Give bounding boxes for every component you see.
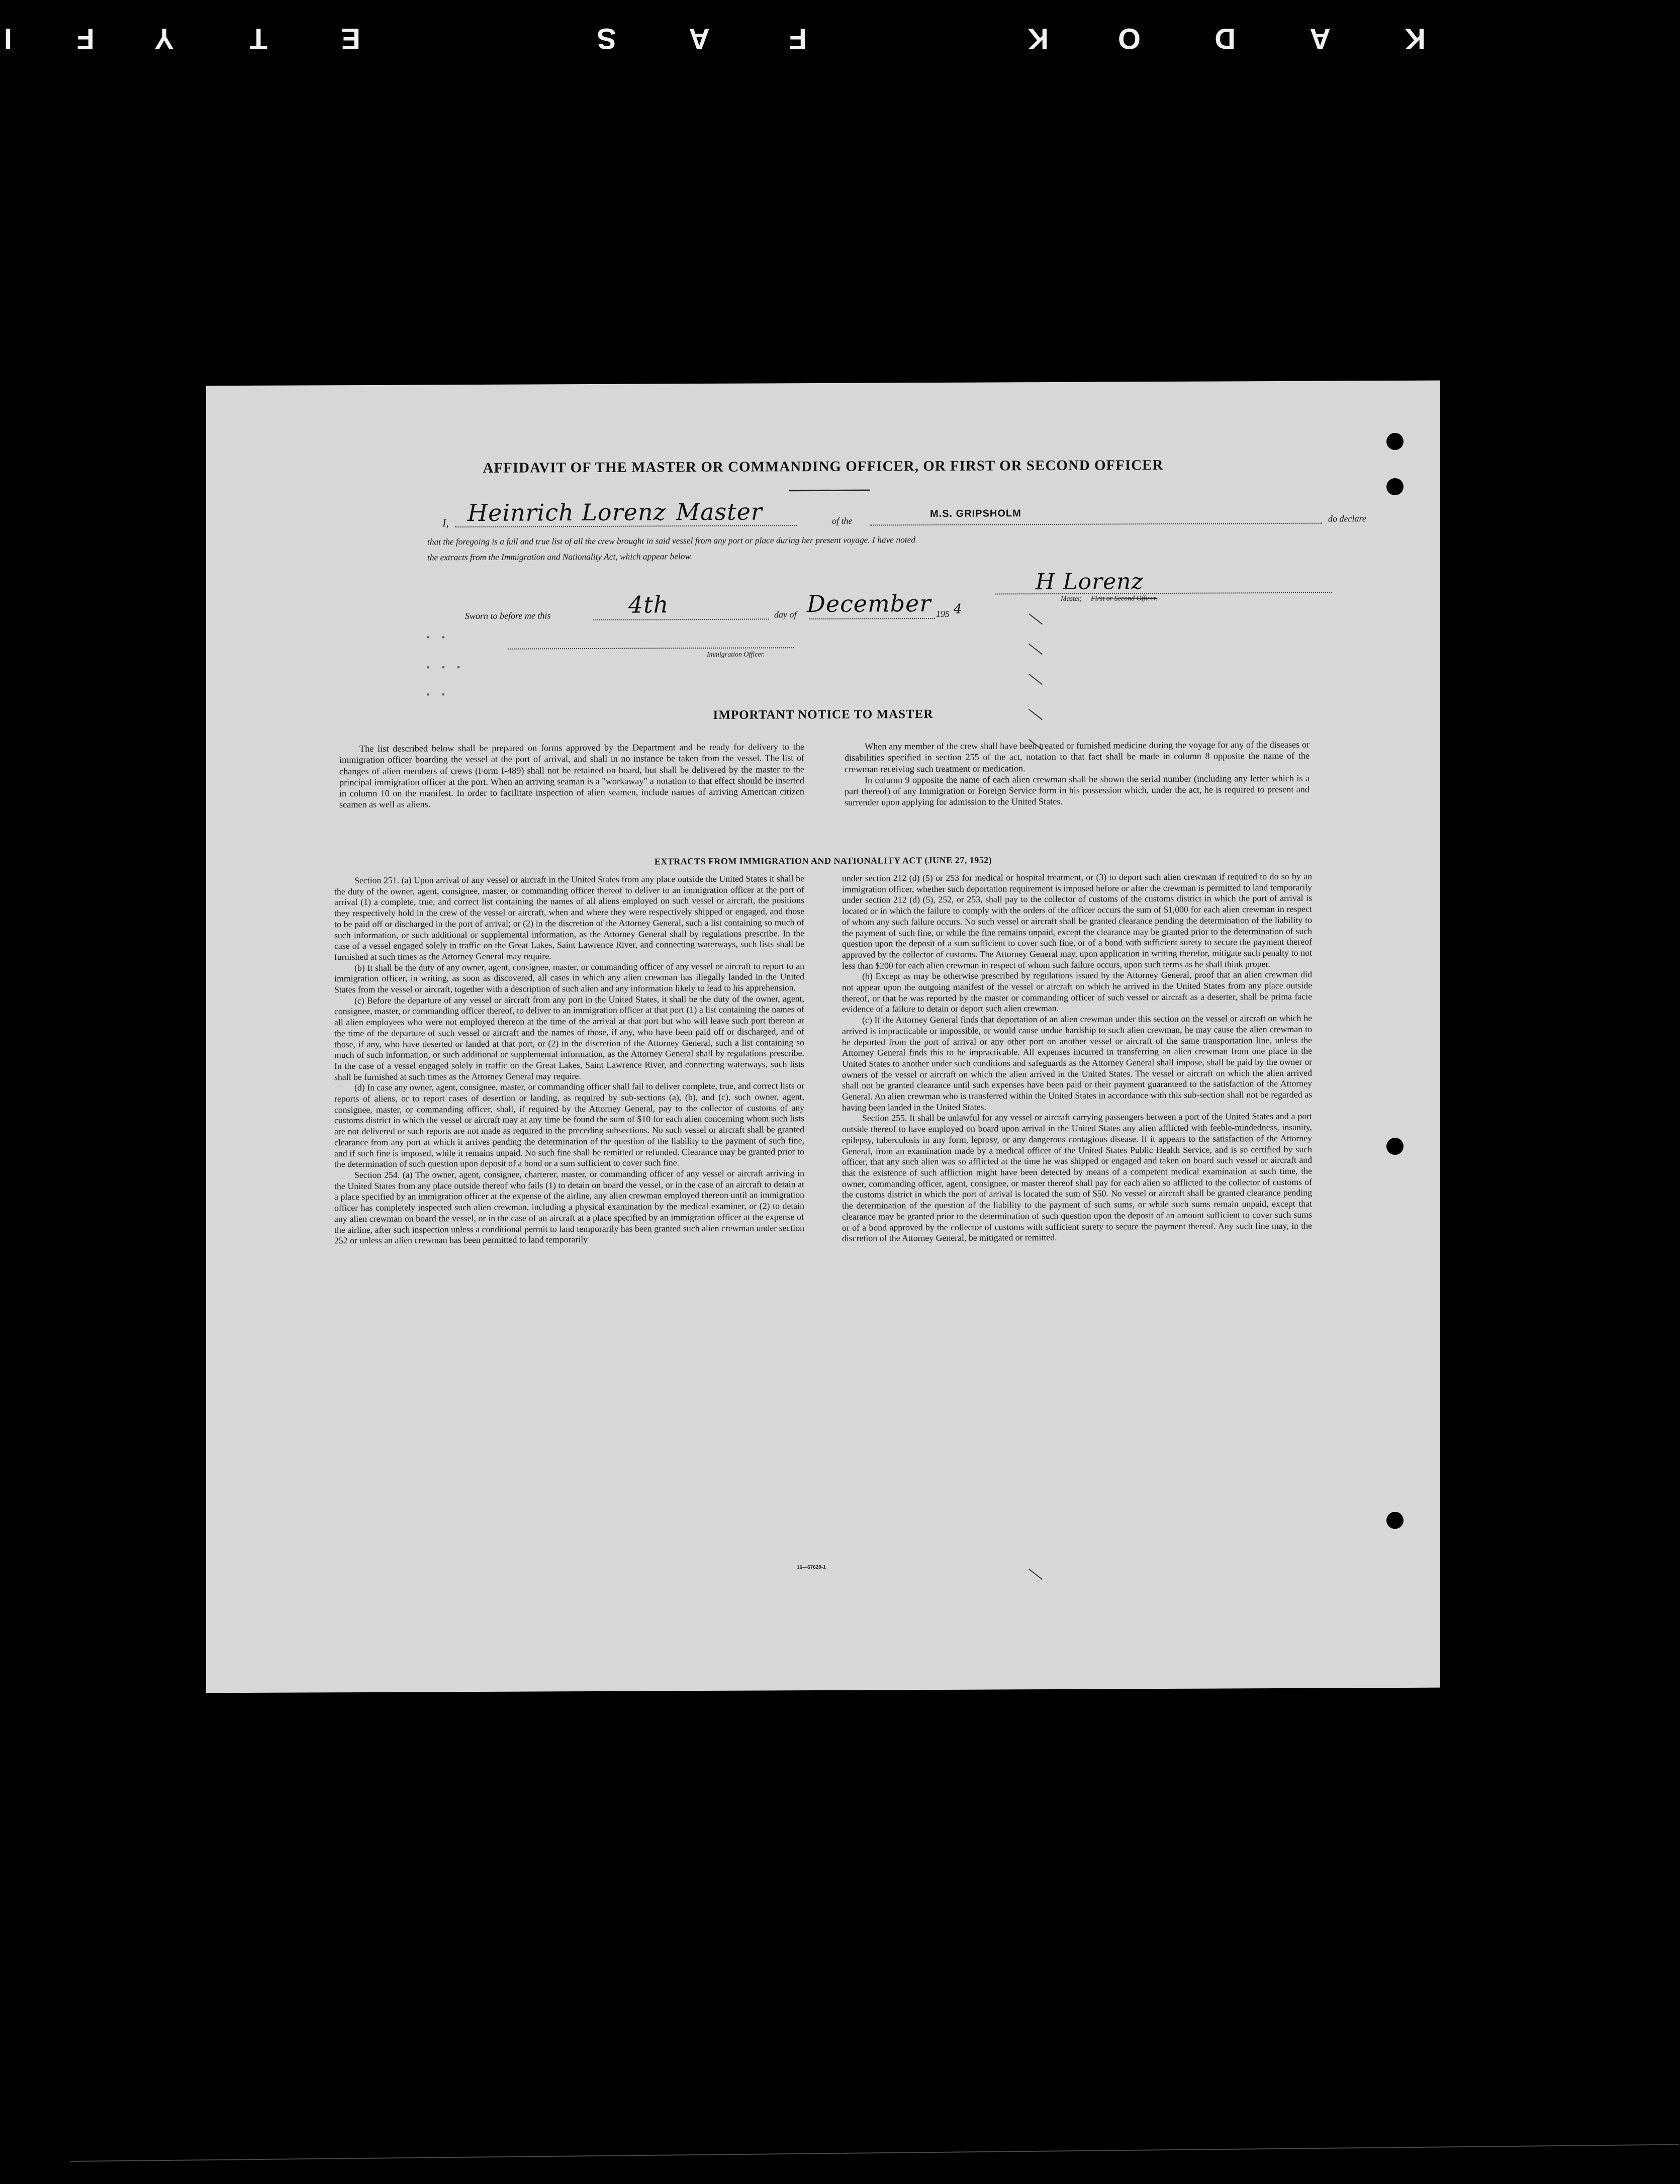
extract-paragraph: (d) In case any owner, agent, consignee, master, or commanding officer shall fail to deliver complete, true, and correct lists or reports of aliens, or to report cases of desertion or landing, as required by sub-sections (a), (b), and (c), such owner, agent, consignee, master, or commanding officer, shall, if required by the Attorney General, pay to the collector of customs of any customs district in which the vessel or aircraft may at any time be found the sum of $10 for each alien concerning whom such lists are not delivered or such reports are not made as required in the preceding subsections. No such vessel or aircraft shall be granted clearance from any port at which it arrives pending the determination of the question of the liability to the payment of such fine, and if such fine is imposed, while it remains unpaid. No such fine shall be remitted or refunded. Clearance may be granted prior to the determination of such question upon deposit of a bond or a sum sufficient to cover such fine. bbox=[334, 1080, 804, 1169]
do-declare-label: do declare bbox=[1328, 513, 1366, 524]
affidavit-title: AFFIDAVIT OF THE MASTER OR COMMANDING OFFICER, OR FIRST OR SECOND OFFICER bbox=[483, 457, 1164, 476]
year-suffix-handwritten: 4 bbox=[954, 601, 963, 617]
immigration-officer-line bbox=[508, 647, 794, 649]
extract-paragraph: Section 251. (a) Upon arrival of any vessel or aircraft in the United States from any place outside the United States it shall be the duty of the owner, agent, consignee, master, or commanding officer thereof to deliver to an immigration officer at the port of arrival (1) a complete, true, and correct list containing the names of all aliens employed on such vessel or aircraft, the positions they respectively hold in the crew of the vessel or aircraft, when and where they were respectively shipped or engaged, and those to be paid off or discharged in the port of arrival; or (2) in the discretion of the Attorney General, such a list containing so much of such information, or such additional or supplemental information, as the Attorney General shall by regulations prescribe. In the case of a vessel engaged solely in traffic on the Great Lakes, Saint Lawrence River, and connecting waterways, such lists shall be furnished at such times as the Attorney General may require. bbox=[334, 873, 804, 962]
notice-title: IMPORTANT NOTICE TO MASTER bbox=[713, 707, 934, 722]
extract-paragraph: (b) Except as may be otherwise prescribed by regulations issued by the Attorney General, proof that an alien crewman did not appear upon the outgoing manifest of the vessel or aircraft on which he arrived in the United States from any place outside thereof, or that he was reported by the master or commanding officer of such vessel or aircraft as a deserter, shall be prima facie evidence of a failure to detain or deport such alien crewman. bbox=[842, 969, 1312, 1015]
tick-mark bbox=[1029, 644, 1043, 655]
tick-mark bbox=[1029, 1569, 1043, 1580]
film-letter: K bbox=[1405, 22, 1426, 55]
tick-mark bbox=[1029, 613, 1043, 624]
film-letter: T bbox=[249, 22, 267, 55]
extract-paragraph: Section 255. It shall be unlawful for any vessel or aircraft carrying passengers between a port of the United States and a port outside thereof to have employed on board upon arrival in the United States any alien afflicted with feeble-mindedness, insanity, epilepsy, tuberculosis in any form, leprosy, or any dangerous contagious disease. If it appears to the satisfaction of the Attorney General, from an examination made by a medical officer of the United States Public Health Service, and is so certified by such officer, that any such alien was so afflicted at the time he was shipped or engaged and taken on board such vessel or aircraft and that the existence of such affliction might have been detected by means of a competent medical examination at such time, the owner, commanding officer, agent, consignee, or master thereof shall pay for each alien so afflicted to the collector of customs of the customs district in which the port of arrival is located the sum of $50. No vessel or aircraft shall be granted clearance pending the determination of the question of the liability to the payment of such sums, or while such sums remain unpaid, except that clearance may be granted prior to the determination of such question upon the deposit of an amount sufficient to cover such sums or of a bond approved by the collector of customs with sufficient surety to secure the payment thereof. Any such fine may, in the discretion of the Attorney General, be mitigated or remitted. bbox=[842, 1111, 1312, 1244]
extracts-left-column bbox=[334, 873, 804, 1246]
notice-right-column bbox=[845, 739, 1310, 808]
punch-hole bbox=[1386, 1512, 1404, 1529]
stray-mark bbox=[442, 636, 444, 638]
master-title-handwritten: Master bbox=[676, 498, 763, 526]
extract-paragraph: (c) Before the departure of any vessel or aircraft from any port in the United States, it shall be the duty of the owner, agent, consignee, master, or commanding officer thereof, to deliver to an immigration officer at that port (1) a list containing the names of all alien employees who were not employed thereon at the time of the arrival at that port but who will leave such port thereon at the time of the departure of such vessel or aircraft and the names of those, if any, who have been paid off or discharged, and of those, if any, who have deserted or landed at that port, or (2) in the discretion of the Attorney General, such a list containing so much of such information, or such additional or supplemental information, as the Attorney General shall by regulations prescribe. In the case of a vessel engaged solely in traffic on the Great Lakes, Saint Lawrence River, and connecting waterways, such lists shall be furnished at such times as the Attorney General may require. bbox=[334, 993, 804, 1082]
year-prefix: 195 bbox=[936, 608, 950, 619]
film-letter: E bbox=[341, 22, 360, 55]
day-of-label: day of bbox=[774, 609, 797, 620]
tick-mark bbox=[1029, 674, 1043, 685]
film-letter: D bbox=[1215, 22, 1236, 55]
document-page bbox=[206, 381, 1440, 1693]
extract-paragraph: Section 254. (a) The owner, agent, consignee, charterer, master, or commanding officer of any vessel or aircraft arriving in the United States from any place outside thereof who fails (1) to detain on board the vessel, or in the case of an aircraft to detain at a place specified by an immigration officer at the expense of the airline, any alien crewman employed thereon until an immigration officer has completely inspected such alien crewman, including a physical examination by the medical examiner, or (2) to detain any alien crewman on board the vessel, or in the case of an aircraft at a place specified by an immigration officer at the expense of the airline, after such inspection unless a conditional permit to land temporarily has been granted such alien crewman under section 252 or unless an alien crewman has been permitted to land temporarily bbox=[334, 1168, 804, 1246]
stray-mark bbox=[442, 693, 444, 695]
extract-paragraph: under section 212 (d) (5) or 253 for medical or hospital treatment, or (3) to deport such alien crewman if required to do so by an immigration officer, whether such deportation requirement is imposed before or after the crewman is permitted to land temporarily under section 212 (d) (5), 252, or 253, shall pay to the collector of customs of the customs district in which the port of arrival is located or in which the failure to comply with the orders of the officer occurs the sum of $1,000 for each alien crewman in respect of whom any such failure occurs. No such vessel or aircraft shall be granted clearance pending the determination of the liability to the payment of such fine, or while the fine remains unpaid, except the clearance may be granted prior to the determination of such question upon the deposit of a sum sufficient to cover such fine, or of a bond with sufficient surety to secure the payment thereof approved by the collector of customs. The Attorney General may, upon application in writing therefor, mitigate such penalty to not less than $200 for each alien crewman in respect of whom such failure occurs, upon such terms as he shall think proper. bbox=[842, 871, 1312, 971]
sworn-month-line bbox=[809, 618, 935, 619]
immigration-officer-caption: Immigration Officer. bbox=[707, 651, 765, 659]
notice-left-paragraph: The list described below shall be prepared on forms approved by the Department and be ready for delivery to the immigration officer boarding the vessel at the port of arrival, and shall in no instance be taken from the vessel. The list of changes of alien members of crews (Form I-489) shall not be retained on board, but shall be delivered by the master to the principal immigration officer at the port. When an arriving seaman is a "workaway" a notation to that effect should be inserted in column 10 on the manifest. In order to facilitate inspection of alien seamen, include names of arriving American citizen seamen as well as aliens. bbox=[339, 742, 804, 810]
sworn-label: Sworn to before me this bbox=[465, 610, 551, 621]
extracts-right-column bbox=[842, 871, 1312, 1244]
declaration-line-1: that the foregoing is a full and true list of all the crew brought in said vessel from any port or place during her present voyage. I have noted bbox=[427, 534, 916, 547]
film-letter: F bbox=[76, 22, 95, 55]
film-letter: O bbox=[1117, 22, 1141, 55]
master-signature: H Lorenz bbox=[1036, 569, 1144, 595]
sworn-day-handwritten: 4th bbox=[628, 591, 669, 618]
master-name-handwritten: Heinrich Lorenz bbox=[468, 498, 666, 527]
punch-hole bbox=[1386, 433, 1404, 450]
stray-mark bbox=[442, 666, 444, 668]
i-label: I, bbox=[442, 516, 449, 529]
film-letter: F bbox=[789, 22, 807, 55]
declaration-line-2: the extracts from the Immigration and Nationality Act, which appear below. bbox=[427, 551, 693, 563]
extract-paragraph: (b) It shall be the duty of any owner, agent, consignee, master, or commanding officer of any vessel or aircraft to report to an immigration officer, in writing, as soon as discovered, all cases in which any alien crewman has illegally landed in the United States from the vessel or aircraft, together with a description of such alien and any information likely to lead to his apprehension. bbox=[334, 960, 804, 995]
punch-hole bbox=[1386, 478, 1404, 495]
notice-left-column bbox=[339, 741, 804, 810]
film-letter: I bbox=[4, 22, 12, 55]
sworn-day-line bbox=[593, 618, 769, 620]
film-letter: Y bbox=[154, 22, 174, 55]
stray-mark bbox=[457, 666, 459, 668]
film-letter: S bbox=[597, 22, 616, 55]
extract-paragraph: (c) If the Attorney General finds that deportation of an alien crewman under this section on the vessel or aircraft on which he arrived is impracticable or impossible, or would cause undue hardship to such alien crewman, he may cause the alien crewman to be deported from the port of arrival or any other port on another vessel or aircraft of the same transportation line, unless the Attorney General finds this to be impracticable. All expenses incurred in transferring an alien crewman from one place in the United States to another under such conditions and safeguards as the Attorney General shall impose, shall be paid by the owner or owners of the vessel or aircraft on which the alien arrived in the United States. The vessel or aircraft on which the alien arrived shall not be granted clearance until such expenses have been paid or their payment guaranteed to the satisfaction of the Attorney General. An alien crewman who is transferred within the United States in accordance with this sub-section shall not be regarded as having been landed in the United States. bbox=[842, 1013, 1312, 1113]
film-scratch-line bbox=[70, 2144, 1679, 2162]
notice-right-paragraph: In column 9 opposite the name of each alien crewman shall be shown the serial number (including any letter which is a part thereof) of any Immigration or Foreign Service form in his possession which, under the act, he is required to present and surrender upon applying for admission to the United States. bbox=[845, 773, 1310, 808]
of-the-label: of the bbox=[832, 515, 853, 526]
sworn-month-handwritten: December bbox=[807, 590, 931, 618]
officer-caption-struck: First or Second Officer. bbox=[1091, 595, 1158, 603]
title-rule bbox=[789, 490, 870, 492]
vessel-name: M.S. GRIPSHOLM bbox=[930, 508, 1021, 520]
stray-mark bbox=[427, 693, 429, 695]
film-letter: K bbox=[1028, 22, 1049, 55]
form-number: 16—67629-1 bbox=[797, 1564, 826, 1571]
punch-hole bbox=[1386, 1138, 1404, 1155]
master-caption: Master, bbox=[1061, 595, 1082, 603]
stray-mark bbox=[427, 666, 429, 668]
film-edge-imprint bbox=[0, 15, 1680, 55]
notice-right-paragraph: When any member of the crew shall have been treated or furnished medicine during the voyage for any of the diseases or disabilities specified in section 255 of the act, notation to that fact shall be made in column 8 opposite the name of the crewman receiving such treatment or medication. bbox=[845, 739, 1310, 774]
extracts-title: EXTRACTS FROM IMMIGRATION AND NATIONALITY ACT (JUNE 27, 1952) bbox=[654, 855, 992, 867]
stray-mark bbox=[427, 636, 429, 638]
film-letter: A bbox=[1310, 22, 1331, 55]
vessel-dotted-line bbox=[870, 523, 1322, 526]
film-letter: A bbox=[689, 22, 710, 55]
